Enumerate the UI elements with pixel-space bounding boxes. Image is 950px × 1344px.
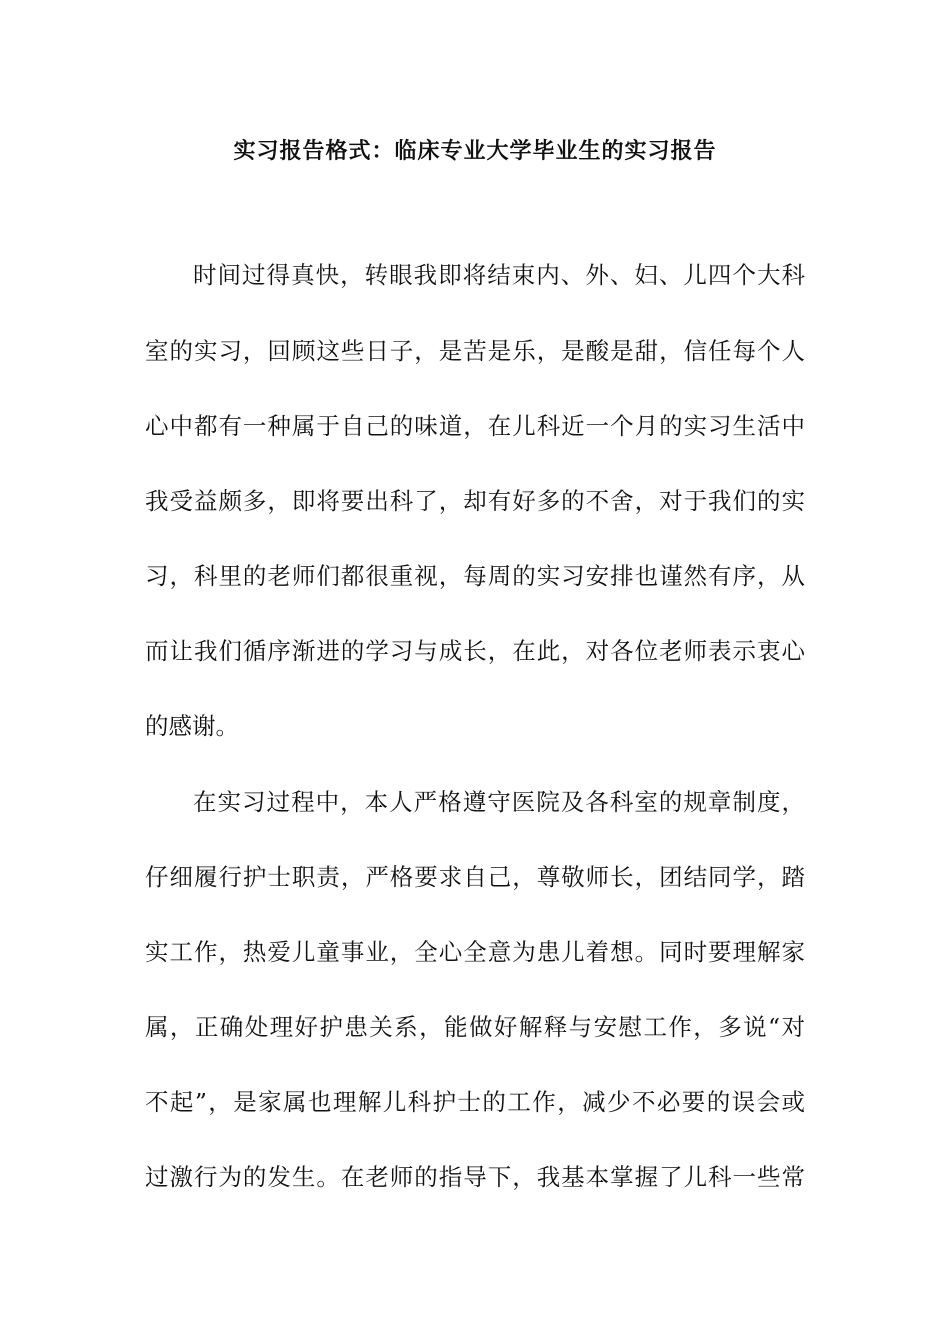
paragraph-line: 心中都有一种属于自己的味道，在儿科近一个月的实习生活中 — [145, 412, 805, 440]
paragraph-line: 过激行为的发生。在老师的指导下，我基本掌握了儿科一些常 — [145, 1163, 805, 1191]
paragraph-line: 属，正确处理好护患关系，能做好解释与安慰工作，多说“对 — [145, 1013, 805, 1041]
paragraph-line: 而让我们循序渐进的学习与成长，在此，对各位老师表示衷心 — [145, 637, 805, 665]
paragraph-line: 在实习过程中，本人严格遵守医院及各科室的规章制度， — [193, 788, 805, 816]
paragraph-line: 习，科里的老师们都很重视，每周的实习安排也谨然有序，从 — [145, 562, 805, 590]
paragraph-line: 时间过得真快，转眼我即将结束内、外、妇、儿四个大科 — [193, 261, 805, 289]
paragraph-line: 我受益颇多，即将要出科了，却有好多的不舍，对于我们的实 — [145, 487, 805, 515]
paragraph-line: 的感谢。 — [145, 712, 239, 740]
paragraph-line: 实工作，热爱儿童事业，全心全意为患儿着想。同时要理解家 — [145, 938, 805, 966]
paragraph-line: 不起”，是家属也理解儿科护士的工作，减少不必要的误会或 — [145, 1088, 805, 1116]
paragraph-line: 仔细履行护士职责，严格要求自己，尊敬师长，团结同学，踏 — [145, 863, 805, 891]
paragraph-line: 室的实习，回顾这些日子，是苦是乐，是酸是甜，信任每个人 — [145, 337, 805, 365]
document-title: 实习报告格式：临床专业大学毕业生的实习报告 — [233, 139, 717, 164]
